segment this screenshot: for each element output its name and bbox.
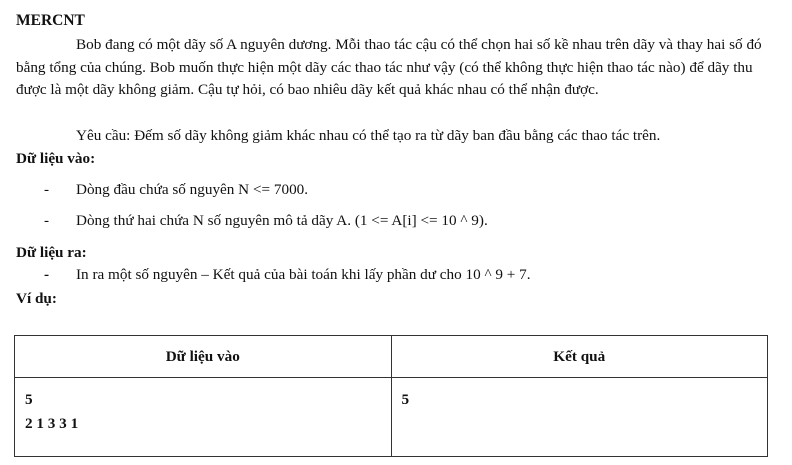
input-line: 2 1 3 3 1 bbox=[25, 415, 79, 432]
example-table bbox=[14, 335, 768, 457]
dash-bullet: - bbox=[44, 212, 50, 229]
problem-title: MERCNT bbox=[16, 12, 85, 29]
output-line: 5 bbox=[401, 391, 410, 408]
input-heading: Dữ liệu vào: bbox=[16, 150, 96, 167]
example-heading: Ví dụ: bbox=[16, 290, 57, 307]
example-header-row bbox=[15, 336, 768, 378]
input-item-text: Dòng thứ hai chứa N số nguyên mô tả dãy A. (1 <= A[i] <= 10 ^ 9). bbox=[76, 212, 488, 229]
output-heading: Dữ liệu ra: bbox=[16, 244, 87, 261]
column-header-input: Dữ liệu vào bbox=[15, 336, 392, 378]
dash-bullet: - bbox=[44, 266, 50, 283]
input-item-text: Dòng đầu chứa số nguyên N <= 7000. bbox=[76, 181, 309, 198]
output-item-text: In ra một số nguyên – Kết quả của bài toán khi lấy phần dư cho 10 ^ 9 + 7. bbox=[76, 266, 531, 283]
dash-bullet: - bbox=[44, 181, 50, 198]
column-header-output: Kết quả bbox=[391, 336, 768, 378]
input-line: 5 bbox=[25, 391, 33, 408]
problem-statement: Bob đang có một dãy số A nguyên dương. Mỗi thao tác cậu có thể chọn hai số kề nhau trên dãy và thay hai số đó bằng tổng của chúng. Bob muốn thực hiện một dãy các thao tác như vậy (có thể không thực hiện thao tác nào) để dãy thu được là một dãy không giảm. Cậu tự hỏi, có bao nhiêu dãy kết quả khác nhau có thể nhận được. bbox=[16, 36, 762, 98]
example-input-cell bbox=[15, 378, 392, 457]
problem-requirement: Yêu cầu: Đếm số dãy không giảm khác nhau có thể tạo ra từ dãy ban đầu bằng các thao tác trên. bbox=[76, 127, 661, 144]
example-row bbox=[15, 378, 768, 457]
example-output-cell bbox=[391, 378, 768, 457]
